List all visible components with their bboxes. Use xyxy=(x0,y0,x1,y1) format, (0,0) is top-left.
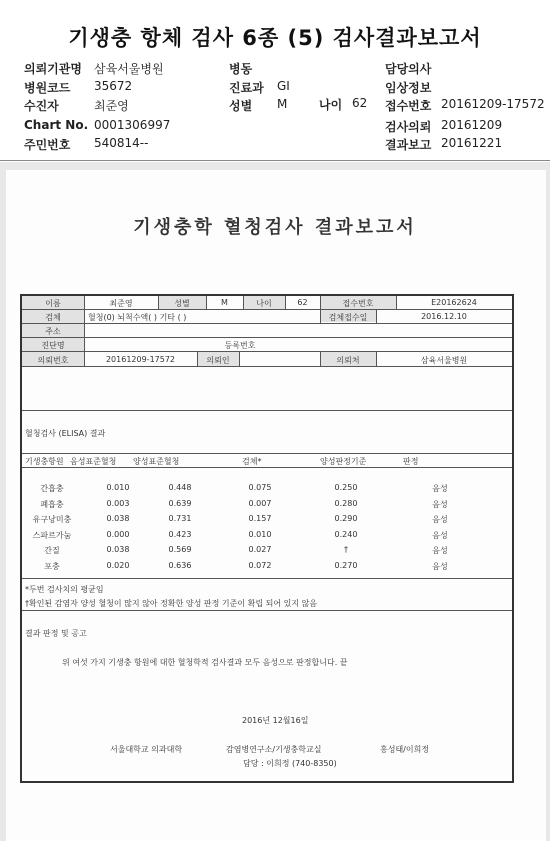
header-field-label: Chart No. xyxy=(24,118,89,132)
header-field-value: GI xyxy=(277,79,290,93)
grid-line xyxy=(22,323,512,324)
report-date: 2016년 12월16일 xyxy=(242,716,309,725)
name-value: 최준영 xyxy=(109,299,133,308)
grid-line xyxy=(22,578,512,579)
result-cell: 음성 xyxy=(432,515,448,524)
grid-line xyxy=(22,610,512,611)
grid-line xyxy=(22,351,512,352)
result-cell: 0.020 xyxy=(106,560,130,570)
header-field-label: 임상정보 xyxy=(385,81,432,95)
institution: 서울대학교 의과대학 xyxy=(110,745,183,754)
header-field-label: 병원코드 xyxy=(24,81,71,95)
header-field-label: 진료과 xyxy=(229,81,264,95)
header-field-value: 최준영 xyxy=(94,99,129,113)
age-label: 나이 xyxy=(319,98,343,112)
result-cell: 0.157 xyxy=(248,514,272,523)
elisa-section-title: 혈청검사 (ELISA) 결과 xyxy=(25,429,106,438)
registration-label: 등록번호 xyxy=(224,341,256,350)
result-cell: 0.075 xyxy=(248,483,272,492)
header-field-label: 주민번호 xyxy=(24,138,71,152)
result-cell: 0.731 xyxy=(168,514,192,523)
result-cell: 0.010 xyxy=(248,529,272,539)
result-cell: 0.027 xyxy=(248,545,272,554)
header-field-value: 20161209-17572 xyxy=(441,97,545,111)
col-header-positive: 양성표준혈청 xyxy=(133,457,180,466)
header-field-label: 수진자 xyxy=(24,99,59,113)
result-cell: 0.636 xyxy=(168,560,192,570)
antigen-name: 유구낭미충 xyxy=(32,515,72,524)
grid-line xyxy=(22,309,512,310)
result-cell: † xyxy=(344,545,348,554)
result-cell: 0.448 xyxy=(168,483,192,492)
result-cell: 음성 xyxy=(432,499,448,509)
header-field-value: 삼육서울병원 xyxy=(94,62,164,76)
requester-label: 의뢰처 xyxy=(336,356,360,365)
result-cell: 음성 xyxy=(432,561,448,571)
result-cell: 0.250 xyxy=(334,483,358,492)
diagnosis-label: 진단명 xyxy=(41,341,65,350)
name-label: 이름 xyxy=(45,299,61,308)
grid-line xyxy=(22,453,512,454)
result-cell: 0.038 xyxy=(106,545,130,554)
grid-line xyxy=(22,366,512,367)
header-field-value: 0001306997 xyxy=(94,118,171,132)
requester-value: 삼육서울병원 xyxy=(420,356,468,365)
result-cell: 0.007 xyxy=(248,498,272,508)
result-cell: 0.280 xyxy=(334,498,358,508)
request-number-value: 20161209-17572 xyxy=(105,355,176,364)
result-cell: 0.270 xyxy=(334,560,358,570)
header-field-label: 의뢰기관명 xyxy=(24,62,82,76)
result-cell: 0.639 xyxy=(168,498,192,508)
antigen-name: 포충 xyxy=(44,561,60,571)
antigen-name: 간흡충 xyxy=(40,484,64,493)
result-cell: 0.290 xyxy=(334,514,358,523)
address-label: 주소 xyxy=(45,327,61,336)
col-header-antigen: 기생충항원 xyxy=(25,457,64,466)
grid-line xyxy=(22,467,512,468)
result-cell: 0.072 xyxy=(248,560,272,570)
result-cell: 0.038 xyxy=(106,514,130,523)
header-field-value: 35672 xyxy=(94,79,133,93)
contact-info: 담당 : 이희정 (740-8350) xyxy=(243,759,337,768)
header-field-label: 검사의뢰 xyxy=(385,120,432,134)
header-field-value: 20161209 xyxy=(441,118,503,132)
antigen-name: 간질 xyxy=(44,546,60,555)
header-divider xyxy=(0,160,550,161)
staff-names: 홍성태/이희정 xyxy=(380,745,430,754)
col-header-result: 판정 xyxy=(403,457,419,466)
header-field-label: 성별 xyxy=(229,99,253,113)
report-title: 기생충학 혈청검사 결과보고서 xyxy=(133,217,417,238)
age-label-cell: 나이 xyxy=(256,299,272,308)
department: 감염병연구소/기생충학교실 xyxy=(226,745,322,754)
header-field-value: M xyxy=(277,97,288,111)
col-header-negative: 음성표준혈청 xyxy=(70,457,117,466)
sex-label: 성별 xyxy=(174,299,190,308)
received-date-label: 검체접수일 xyxy=(328,313,368,322)
grid-line xyxy=(22,410,512,411)
result-cell: 0.000 xyxy=(106,529,130,539)
page-title: 기생충 항체 검사 6종 (5) 검사결과보고서 xyxy=(68,26,482,50)
footnote-dagger: †확인된 감염자 양성 혈청이 많지 않아 정확한 양성 판정 기준이 확립 되어 있지 않음 xyxy=(25,599,318,608)
header-field-value: 540814-- xyxy=(94,136,149,150)
result-cell: 0.003 xyxy=(106,498,130,508)
col-header-sample: 검체* xyxy=(242,457,262,466)
receipt-value: E20162624 xyxy=(431,298,477,307)
header-field-label: 병동 xyxy=(229,62,253,76)
doctor-label: 의뢰인 xyxy=(206,356,230,365)
header-field-value: 20161221 xyxy=(441,136,503,150)
request-number-label: 의뢰번호 xyxy=(37,356,69,365)
receipt-label: 접수번호 xyxy=(342,299,374,308)
age-value-cell: 62 xyxy=(297,298,308,307)
received-date-value: 2016.12.10 xyxy=(421,312,467,321)
grid-line xyxy=(239,351,240,366)
result-cell: 0.423 xyxy=(168,529,192,539)
conclusion-title: 결과 판정 및 공고 xyxy=(25,629,87,638)
result-cell: 0.010 xyxy=(106,483,130,492)
specimen-value: 혈청(0) 뇌척수액( ) 기타 ( ) xyxy=(88,313,187,322)
footnote-average: *두번 검사치의 평균임 xyxy=(25,585,104,594)
antigen-name: 폐흡충 xyxy=(40,499,64,509)
age-value: 62 xyxy=(352,96,368,110)
result-cell: 음성 xyxy=(432,530,448,540)
result-cell: 음성 xyxy=(432,484,448,493)
antigen-name: 스파르가눔 xyxy=(32,530,72,540)
sex-value: M xyxy=(221,298,228,307)
header-field-label: 접수번호 xyxy=(385,99,432,113)
grid-line xyxy=(22,337,512,338)
result-cell: 0.569 xyxy=(168,545,192,554)
header-field-label: 담당의사 xyxy=(385,62,432,76)
result-cell: 음성 xyxy=(432,546,448,555)
col-header-cutoff: 양성판정기준 xyxy=(320,457,367,466)
header-field-label: 결과보고 xyxy=(385,138,432,152)
conclusion-text: 위 여섯 가지 기생충 항원에 대한 혈청학적 검사결과 모두 음성으로 판정합니다. 끝 xyxy=(62,658,348,667)
specimen-label: 검체 xyxy=(45,313,61,322)
result-cell: 0.240 xyxy=(334,529,358,539)
